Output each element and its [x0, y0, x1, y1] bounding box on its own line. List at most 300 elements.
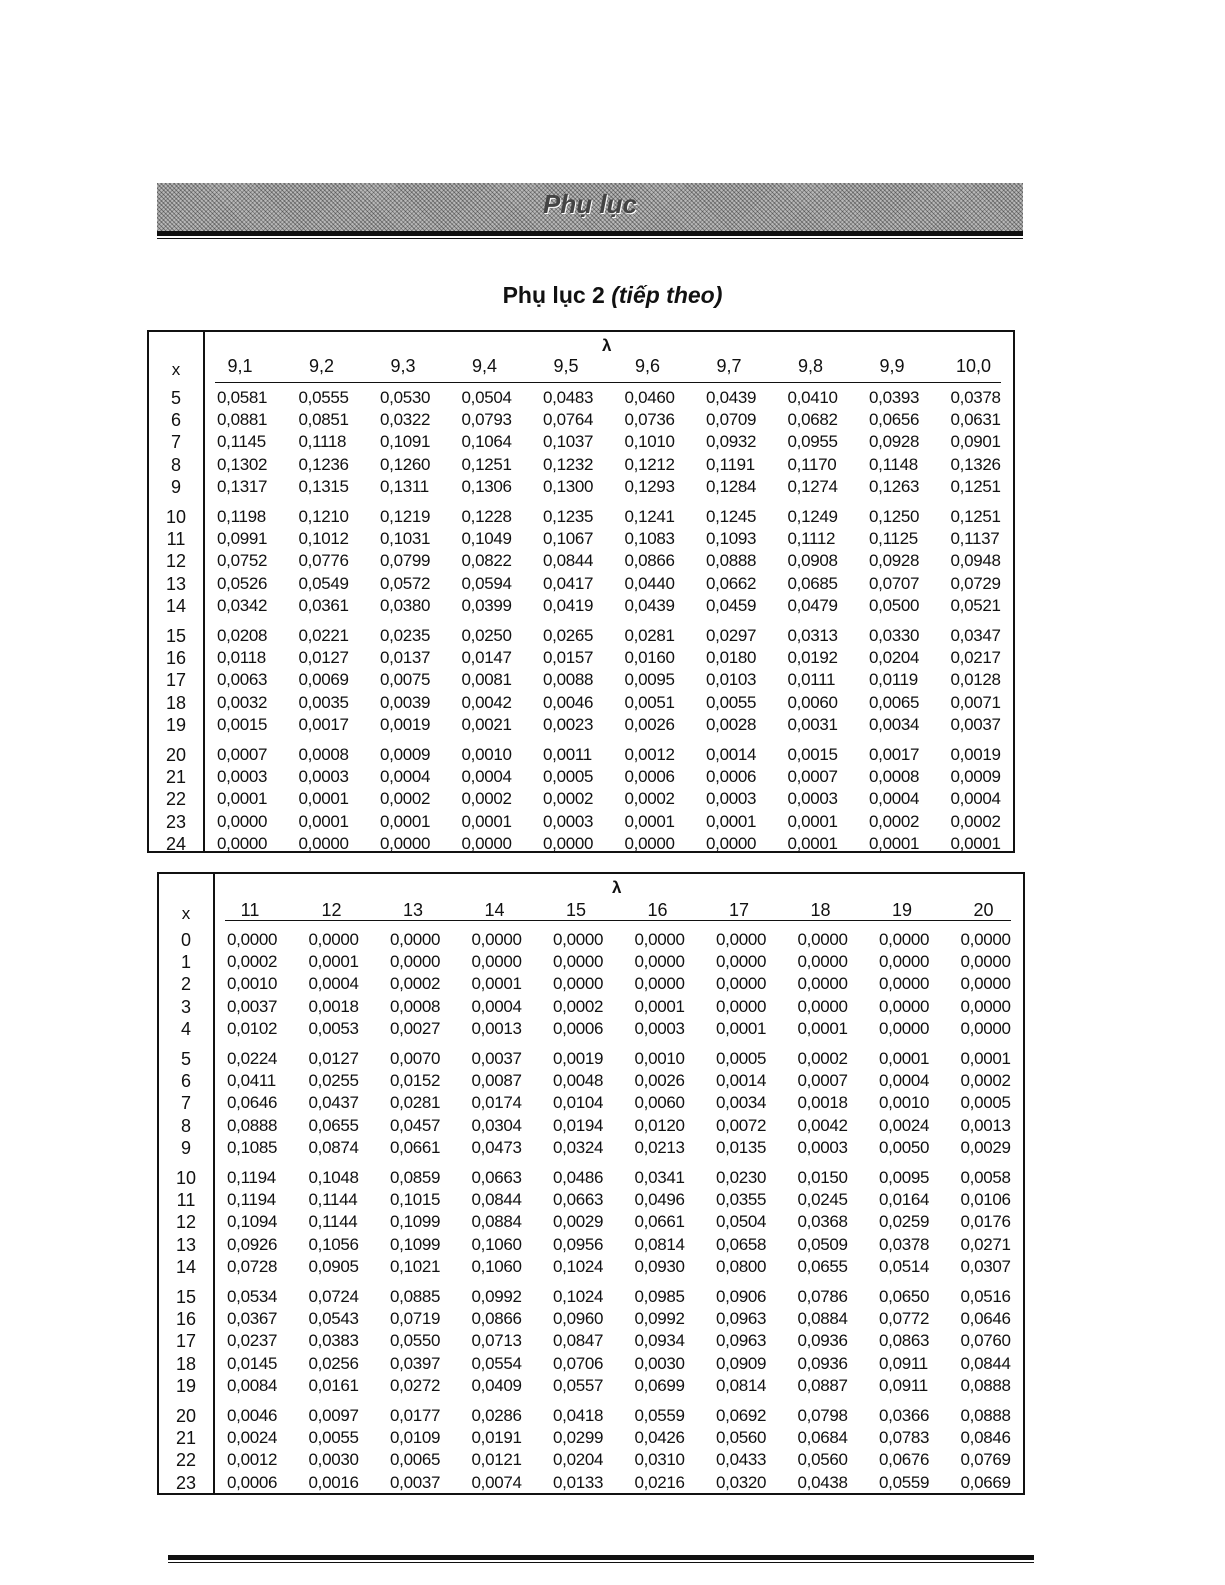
row-x-value: 15 [165, 626, 187, 646]
probability-cell: 0,0213 [634, 1137, 685, 1157]
probability-cell: 0,0000 [380, 833, 431, 853]
lambda-column-header: 17 [728, 900, 750, 920]
probability-cell: 0,0001 [461, 811, 512, 831]
x-header: x [171, 360, 181, 379]
probability-cell: 0,0001 [787, 811, 838, 831]
probability-cell: 0,0006 [624, 767, 675, 787]
probability-cell: 0,0000 [716, 930, 767, 949]
probability-cell: 0,0320 [716, 1472, 767, 1492]
probability-cell: 0,0027 [390, 1018, 441, 1038]
probability-cell: 0,0003 [706, 789, 757, 809]
probability-cell: 0,0006 [553, 1018, 604, 1038]
probability-cell: 0,0216 [634, 1472, 685, 1492]
probability-cell: 0,0509 [797, 1234, 848, 1254]
probability-cell: 0,0655 [308, 1115, 359, 1135]
probability-cell: 0,0728 [227, 1256, 278, 1276]
probability-cell: 0,1085 [227, 1137, 278, 1157]
probability-cell: 0,0341 [634, 1168, 685, 1187]
probability-cell: 0,0000 [960, 974, 1011, 994]
probability-cell: 0,0060 [787, 692, 838, 712]
probability-cell: 0,0884 [471, 1212, 522, 1232]
probability-cell: 0,0661 [390, 1137, 441, 1157]
probability-cell: 0,0004 [950, 789, 1001, 809]
probability-cell: 0,0147 [461, 648, 512, 668]
row-x-value: 21 [165, 767, 187, 788]
probability-cell: 0,0504 [716, 1212, 767, 1232]
probability-cell: 0,1236 [298, 454, 349, 474]
probability-cell: 0,0330 [869, 626, 920, 645]
probability-cell: 0,0846 [960, 1428, 1011, 1448]
probability-cell: 0,0106 [960, 1190, 1011, 1210]
row-x-value: 15 [175, 1287, 197, 1307]
row-x-value: 2 [180, 974, 191, 995]
probability-cell: 0,0963 [716, 1309, 767, 1329]
row-x-value: 20 [165, 745, 187, 765]
probability-cell: 0,1250 [869, 507, 920, 526]
probability-cell: 0,0104 [553, 1093, 604, 1113]
probability-cell: 0,0347 [950, 626, 1001, 645]
probability-cell: 0,0888 [960, 1375, 1011, 1395]
poisson-table-1 [147, 330, 1015, 853]
row-x-value: 14 [175, 1256, 197, 1277]
probability-cell: 0,0003 [298, 767, 349, 787]
probability-cell: 0,0001 [380, 811, 431, 831]
probability-cell: 0,0024 [227, 1428, 278, 1448]
probability-cell: 0,0002 [227, 952, 278, 972]
probability-cell: 0,0555 [298, 388, 349, 407]
row-x-value: 3 [180, 996, 191, 1017]
probability-cell: 0,0001 [217, 789, 268, 809]
probability-cell: 0,0176 [960, 1212, 1011, 1232]
probability-cell: 0,0074 [471, 1472, 522, 1492]
probability-cell: 0,1293 [624, 476, 675, 496]
probability-cell: 0,0235 [380, 626, 431, 645]
probability-cell: 0,0034 [869, 714, 920, 734]
probability-cell: 0,0906 [716, 1287, 767, 1306]
lambda-label: λ [612, 878, 622, 897]
probability-cell: 0,0397 [390, 1353, 441, 1373]
probability-cell: 0,0259 [879, 1212, 930, 1232]
probability-cell: 0,0911 [879, 1375, 928, 1395]
probability-cell: 0,0128 [950, 670, 1001, 690]
lambda-column-header: 18 [810, 900, 831, 920]
probability-cell: 0,0433 [716, 1450, 767, 1470]
probability-cell: 0,0003 [787, 789, 838, 809]
probability-cell: 0,0281 [624, 626, 675, 645]
probability-cell: 0,0255 [308, 1071, 359, 1091]
probability-cell: 0,1245 [706, 507, 757, 526]
probability-cell: 0,0631 [950, 410, 1001, 430]
probability-cell: 0,0046 [227, 1406, 278, 1425]
probability-cell: 0,0007 [217, 745, 268, 764]
probability-cell: 0,0669 [960, 1472, 1011, 1492]
probability-cell: 0,0001 [797, 1018, 848, 1038]
probability-cell: 0,0378 [950, 388, 1001, 407]
probability-cell: 0,0516 [960, 1287, 1011, 1306]
probability-cell: 0,0399 [461, 595, 512, 615]
probability-cell: 0,0685 [787, 573, 838, 593]
probability-cell: 0,0000 [634, 952, 685, 972]
probability-cell: 0,0729 [950, 573, 1001, 593]
probability-cell: 0,0822 [461, 551, 512, 571]
probability-cell: 0,0955 [787, 432, 838, 452]
probability-cell: 0,0887 [797, 1375, 848, 1395]
probability-cell: 0,0752 [217, 551, 268, 571]
probability-cell: 0,0439 [624, 595, 675, 615]
probability-cell: 0,0888 [227, 1115, 278, 1135]
probability-cell: 0,0065 [869, 692, 920, 712]
probability-cell: 0,1235 [543, 507, 594, 526]
probability-cell: 0,1148 [869, 454, 918, 474]
probability-cell: 0,0676 [879, 1450, 930, 1470]
lambda-column-header: 15 [565, 900, 587, 920]
lambda-label: λ [602, 336, 612, 355]
probability-cell: 0,1037 [543, 432, 594, 452]
lambda-column-header: 10,0 [955, 356, 992, 376]
probability-cell: 0,0001 [716, 1018, 767, 1038]
probability-cell: 0,0419 [543, 595, 594, 615]
probability-cell: 0,0000 [879, 996, 930, 1016]
probability-cell: 0,0000 [960, 952, 1011, 972]
probability-cell: 0,0030 [308, 1450, 359, 1470]
probability-cell: 0,0383 [308, 1331, 359, 1351]
probability-cell: 0,0496 [634, 1190, 685, 1210]
probability-cell: 0,0002 [950, 811, 1001, 831]
probability-cell: 0,0001 [308, 952, 359, 972]
probability-cell: 0,1241 [624, 507, 675, 526]
probability-cell: 0,0271 [960, 1234, 1011, 1254]
row-x-value: 18 [165, 692, 187, 713]
probability-cell: 0,0457 [390, 1115, 441, 1135]
probability-cell: 0,0368 [797, 1212, 848, 1232]
probability-cell: 0,0006 [227, 1472, 278, 1492]
probability-cell: 0,1284 [706, 476, 757, 496]
probability-cell: 0,0109 [390, 1428, 441, 1448]
lambda-column-header: 9,4 [471, 356, 498, 376]
probability-cell: 0,0355 [716, 1190, 767, 1210]
row-x-value: 13 [165, 573, 187, 594]
probability-cell: 0,0032 [217, 692, 268, 712]
probability-cell: 0,0208 [217, 626, 268, 645]
probability-cell: 0,0764 [543, 410, 594, 430]
probability-cell: 0,1198 [217, 507, 266, 526]
row-x-value: 8 [170, 454, 181, 475]
probability-cell: 0,0800 [716, 1256, 767, 1276]
lambda-column-header: 9,1 [227, 356, 253, 376]
probability-cell: 0,0724 [308, 1287, 359, 1306]
probability-cell: 0,0000 [879, 952, 930, 972]
probability-cell: 0,0000 [471, 930, 522, 949]
probability-cell: 0,0031 [787, 714, 838, 734]
probability-cell: 0,0012 [227, 1450, 278, 1470]
probability-cell: 0,0048 [553, 1071, 604, 1091]
probability-cell: 0,1260 [380, 454, 431, 474]
probability-cell: 0,0037 [950, 714, 1001, 734]
probability-cell: 0,1118 [298, 432, 347, 452]
row-x-value: 16 [165, 648, 187, 669]
probability-cell: 0,0013 [960, 1115, 1011, 1135]
probability-cell: 0,0361 [298, 595, 349, 615]
probability-cell: 0,0006 [706, 767, 757, 787]
probability-cell: 0,0003 [797, 1137, 848, 1157]
probability-cell: 0,0692 [716, 1406, 767, 1425]
probability-cell: 0,1137 [950, 529, 1000, 549]
probability-cell: 0,0035 [298, 692, 349, 712]
probability-cell: 0,0663 [553, 1190, 604, 1210]
row-x-value: 12 [165, 551, 187, 572]
probability-cell: 0,0411 [227, 1071, 276, 1091]
probability-cell: 0,0440 [624, 573, 675, 593]
probability-cell: 0,0437 [308, 1093, 359, 1113]
probability-cell: 0,0486 [553, 1168, 604, 1187]
probability-cell: 0,0713 [471, 1331, 522, 1351]
probability-cell: 0,0256 [308, 1353, 359, 1373]
probability-cell: 0,0014 [716, 1071, 767, 1091]
header-rule-thin [157, 238, 1023, 239]
probability-cell: 0,0473 [471, 1137, 522, 1157]
row-x-value: 18 [175, 1353, 197, 1374]
row-x-value: 9 [170, 476, 181, 497]
probability-cell: 0,0042 [461, 692, 512, 712]
probability-cell: 0,1251 [461, 454, 512, 474]
probability-cell: 0,0160 [624, 648, 675, 668]
probability-cell: 0,0050 [879, 1137, 930, 1157]
probability-cell: 0,0004 [308, 974, 359, 994]
probability-cell: 0,0000 [716, 952, 767, 972]
probability-cell: 0,0928 [869, 432, 920, 452]
lambda-column-header: 9,5 [553, 356, 579, 376]
probability-cell: 0,1021 [390, 1256, 441, 1276]
probability-cell: 0,0656 [869, 410, 920, 430]
probability-cell: 0,0001 [706, 811, 757, 831]
probability-cell: 0,0002 [553, 996, 604, 1016]
probability-cell: 0,0120 [634, 1115, 685, 1135]
probability-cell: 0,0026 [624, 714, 675, 734]
probability-cell: 0,0265 [543, 626, 594, 645]
probability-cell: 0,0000 [797, 996, 848, 1016]
probability-cell: 0,0322 [380, 410, 431, 430]
probability-cell: 0,0001 [869, 833, 920, 853]
lambda-column-header: 9,3 [390, 356, 416, 376]
probability-cell: 0,0002 [797, 1049, 848, 1068]
lambda-column-header: 9,9 [879, 356, 905, 376]
probability-cell: 0,0410 [787, 388, 838, 407]
probability-cell: 0,0051 [624, 692, 675, 712]
row-x-value: 7 [170, 432, 181, 453]
probability-cell: 0,0007 [797, 1071, 848, 1091]
probability-cell: 0,0065 [390, 1450, 441, 1470]
probability-cell: 0,0581 [217, 388, 268, 407]
row-x-value: 13 [175, 1234, 197, 1255]
probability-cell: 0,0000 [879, 974, 930, 994]
probability-cell: 0,0000 [706, 833, 757, 853]
probability-cell: 0,0948 [950, 551, 1001, 571]
probability-cell: 0,0137 [380, 648, 431, 668]
probability-cell: 0,1094 [227, 1212, 278, 1232]
probability-cell: 0,0550 [390, 1331, 441, 1351]
probability-cell: 0,0483 [543, 388, 594, 407]
probability-cell: 0,0814 [634, 1234, 685, 1254]
probability-cell: 0,1326 [950, 454, 1001, 474]
lambda-column-header: 9,8 [797, 356, 824, 376]
probability-cell: 0,0250 [461, 626, 512, 645]
probability-cell: 0,1112 [787, 529, 836, 549]
probability-cell: 0,0133 [553, 1472, 604, 1492]
probability-cell: 0,1194 [227, 1190, 276, 1210]
row-x-value: 11 [176, 1190, 196, 1211]
probability-cell: 0,0658 [716, 1234, 767, 1254]
probability-cell: 0,1091 [380, 432, 431, 452]
probability-cell: 0,0005 [543, 767, 594, 787]
probability-cell: 0,0002 [543, 789, 594, 809]
probability-cell: 0,0075 [380, 670, 431, 690]
probability-cell: 0,0985 [634, 1287, 685, 1306]
probability-cell: 0,0866 [624, 551, 675, 571]
probability-cell: 0,0180 [706, 648, 757, 668]
probability-cell: 0,0001 [298, 811, 349, 831]
probability-cell: 0,0560 [716, 1428, 767, 1448]
probability-cell: 0,0102 [227, 1018, 278, 1038]
probability-cell: 0,0650 [879, 1287, 930, 1306]
probability-cell: 0,1212 [624, 454, 675, 474]
probability-cell: 0,0307 [960, 1256, 1011, 1276]
lambda-column-header: 9,2 [308, 356, 335, 376]
probability-cell: 0,0936 [797, 1353, 848, 1373]
probability-cell: 0,0103 [706, 670, 757, 690]
probability-cell: 0,1274 [787, 476, 838, 496]
probability-cell: 0,0034 [716, 1093, 767, 1113]
probability-cell: 0,0901 [950, 432, 1001, 452]
probability-cell: 0,0908 [787, 551, 838, 571]
probability-cell: 0,0885 [390, 1287, 441, 1306]
row-x-value: 17 [165, 670, 187, 691]
probability-cell: 0,0119 [869, 670, 918, 690]
probability-cell: 0,0682 [787, 410, 838, 430]
probability-cell: 0,0707 [869, 573, 920, 593]
probability-cell: 0,0272 [390, 1375, 441, 1395]
probability-cell: 0,0000 [960, 1018, 1011, 1038]
probability-cell: 0,0560 [797, 1450, 848, 1470]
probability-cell: 0,0393 [869, 388, 920, 407]
row-x-value: 23 [165, 811, 187, 832]
row-x-value: 10 [165, 507, 187, 527]
probability-cell: 0,0281 [390, 1093, 441, 1113]
probability-cell: 0,0304 [471, 1115, 522, 1135]
probability-cell: 0,0655 [797, 1256, 848, 1276]
probability-cell: 0,0572 [380, 573, 431, 593]
probability-cell: 0,0460 [624, 388, 675, 407]
probability-cell: 0,0706 [553, 1353, 604, 1373]
probability-cell: 0,0000 [390, 930, 441, 949]
probability-cell: 0,0071 [950, 692, 1001, 712]
probability-cell: 0,0018 [308, 996, 359, 1016]
probability-cell: 0,1010 [624, 432, 675, 452]
probability-cell: 0,0191 [471, 1428, 522, 1448]
probability-cell: 0,0010 [634, 1049, 685, 1068]
probability-cell: 0,1300 [543, 476, 594, 496]
probability-cell: 0,1191 [706, 454, 755, 474]
probability-cell: 0,0001 [624, 811, 675, 831]
probability-cell: 0,0769 [960, 1450, 1011, 1470]
probability-cell: 0,0001 [950, 833, 1001, 853]
probability-cell: 0,1317 [217, 476, 268, 496]
probability-cell: 0,1210 [298, 507, 349, 526]
probability-cell: 0,0055 [308, 1428, 359, 1448]
probability-cell: 0,0001 [634, 996, 685, 1016]
probability-cell: 0,0081 [461, 670, 512, 690]
lambda-column-header: 14 [484, 900, 505, 920]
row-x-value: 19 [175, 1375, 197, 1396]
probability-cell: 0,0438 [797, 1472, 848, 1492]
probability-cell: 0,0000 [471, 952, 522, 972]
probability-cell: 0,0019 [553, 1049, 604, 1068]
probability-cell: 0,0479 [787, 595, 838, 615]
probability-cell: 0,0709 [706, 410, 757, 430]
probability-cell: 0,0884 [797, 1309, 848, 1329]
probability-cell: 0,0097 [308, 1406, 359, 1425]
probability-cell: 0,0224 [227, 1049, 278, 1068]
footer-rule-thin [168, 1562, 1034, 1563]
probability-cell: 0,1056 [308, 1234, 359, 1254]
probability-cell: 0,0932 [706, 432, 757, 452]
probability-cell: 0,0543 [308, 1309, 359, 1329]
probability-cell: 0,0019 [950, 745, 1001, 764]
probability-cell: 0,0000 [797, 952, 848, 972]
probability-cell: 0,1060 [471, 1234, 522, 1254]
probability-cell: 0,0661 [634, 1212, 685, 1232]
lambda-column-header: 13 [402, 900, 424, 920]
header-banner [157, 183, 1023, 231]
probability-cell: 0,0145 [227, 1353, 278, 1373]
probability-cell: 0,0002 [461, 789, 512, 809]
probability-cell: 0,0084 [227, 1375, 278, 1395]
banner-title: Phụ lục [543, 189, 637, 219]
probability-cell: 0,0053 [308, 1018, 359, 1038]
probability-cell: 0,0521 [950, 595, 1001, 615]
probability-cell: 0,0152 [390, 1071, 441, 1091]
probability-cell: 0,0760 [960, 1331, 1011, 1351]
page-title [0, 282, 1225, 309]
row-x-value: 10 [175, 1168, 197, 1188]
probability-cell: 0,0002 [624, 789, 675, 809]
probability-cell: 0,0844 [960, 1353, 1011, 1373]
probability-cell: 0,0960 [553, 1309, 604, 1329]
probability-cell: 0,0417 [543, 573, 594, 593]
probability-cell: 0,0004 [461, 767, 512, 787]
probability-cell: 0,0028 [706, 714, 757, 734]
probability-cell: 0,0058 [960, 1168, 1011, 1187]
probability-cell: 0,0000 [217, 811, 268, 831]
row-x-value: 9 [180, 1137, 191, 1158]
probability-cell: 0,0095 [879, 1168, 930, 1187]
row-x-value: 17 [175, 1331, 197, 1352]
probability-cell: 0,0029 [960, 1137, 1011, 1157]
row-x-value: 19 [165, 714, 187, 735]
probability-cell: 0,0037 [227, 996, 278, 1016]
probability-cell: 0,0111 [787, 670, 836, 690]
probability-cell: 0,1306 [461, 476, 512, 496]
lambda-column-header: 12 [321, 900, 342, 920]
probability-cell: 0,0798 [797, 1406, 848, 1425]
probability-cell: 0,0000 [879, 930, 930, 949]
row-x-value: 5 [180, 1049, 191, 1069]
probability-cell: 0,0001 [787, 833, 838, 853]
probability-cell: 0,1049 [461, 529, 512, 549]
probability-cell: 0,1083 [624, 529, 675, 549]
probability-cell: 0,0426 [634, 1428, 685, 1448]
probability-cell: 0,1099 [390, 1234, 441, 1254]
probability-cell: 0,0221 [298, 626, 349, 645]
